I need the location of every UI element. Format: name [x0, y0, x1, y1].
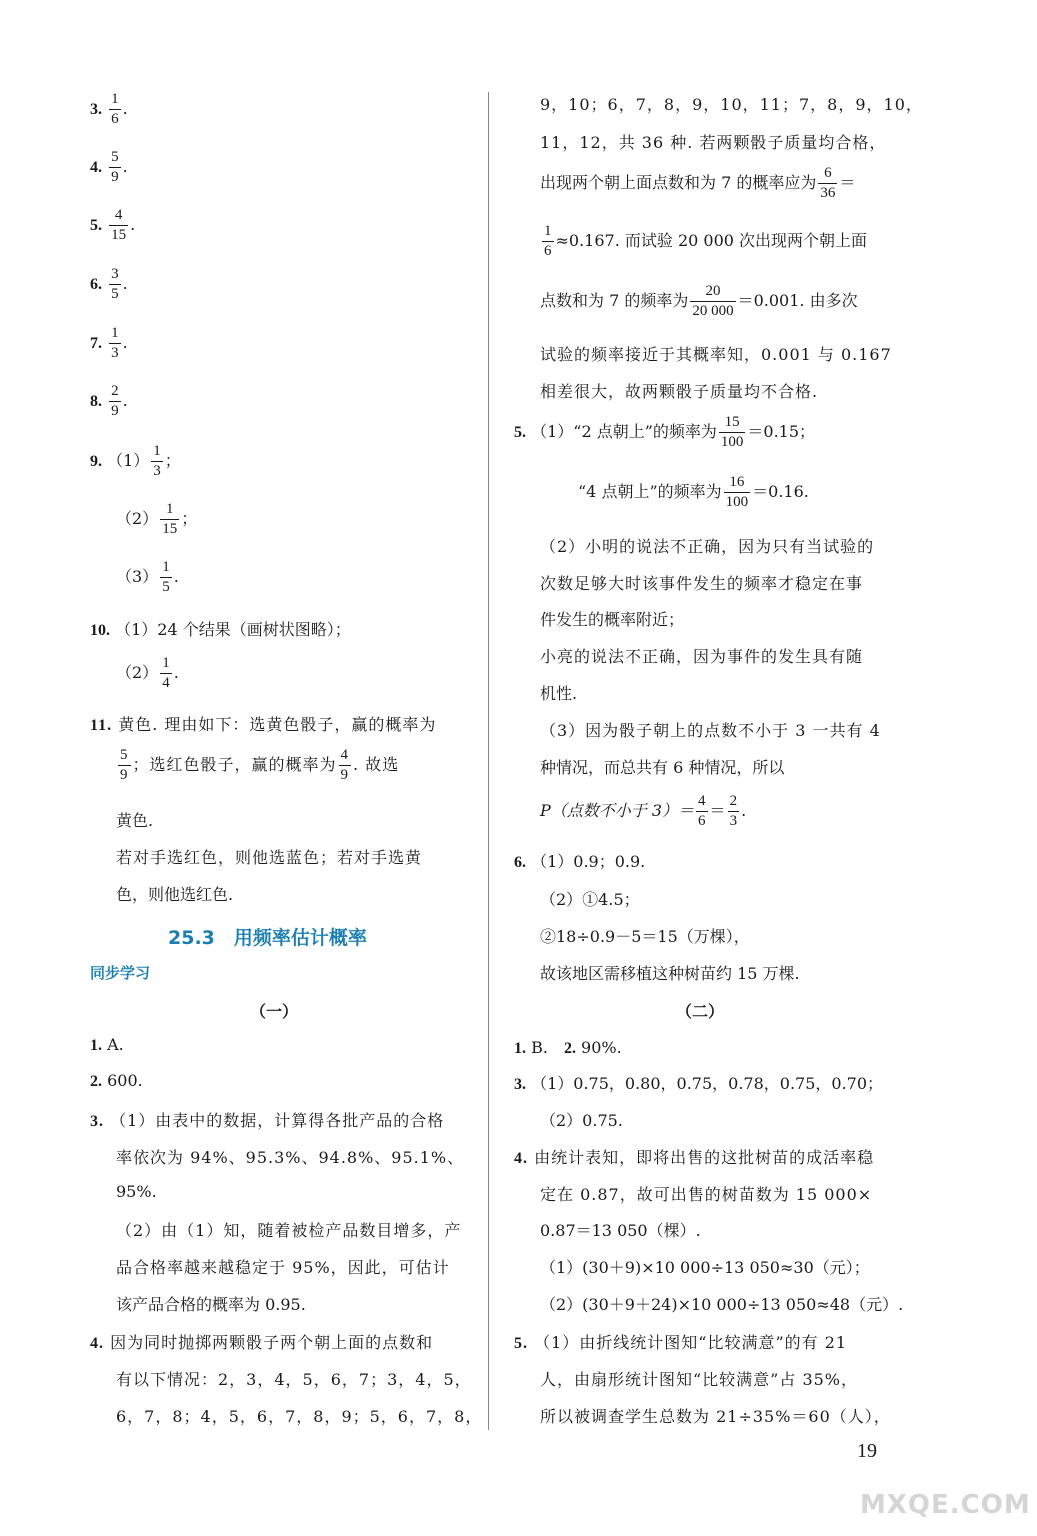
answer-11-line4: 若对手选红色，则他选蓝色；若对手选黄 [116, 848, 423, 867]
r-line-21: 故该地区需移植这种树苗约 15 万棵. [540, 964, 800, 983]
r-line-19: （2）①4.5； [540, 890, 640, 909]
r-line-13: 小亮的说法不正确，因为事件的发生具有随 [540, 647, 864, 666]
r-answer-5-line2: “4 点朝上”的频率为 $\frac{16}{100}$ ＝0.16. [578, 474, 809, 510]
r-line-28: （1）(30＋9)×10 000÷13 050≈30（元）； [540, 1258, 870, 1277]
answer-11-line1: 11. 黄色. 理由如下：选黄色骰子，赢的概率为 [90, 715, 437, 734]
s-answer-2: 2. 600. [90, 1071, 143, 1090]
answer-9-2: （2） $\frac{1}{15}$ ； [116, 501, 198, 537]
r-line-17: P（点数不小于 3）＝ $\frac{4}{6}$ ＝ $\frac{2}{3}$ . [540, 793, 747, 829]
page-number: 19 [857, 1440, 877, 1462]
s-answer-3-line6: 该产品合格的概率为 0.95. [116, 1295, 306, 1314]
r-line-7: 相差很大，故两颗骰子质量均不合格. [540, 382, 819, 401]
answer-9-3: （3） $\frac{1}{5}$ . [116, 559, 179, 595]
r-line-10: （2）小明的说法不正确，因为只有当试验的 [540, 537, 875, 556]
r-answer-4-line1: 4. 由统计表知，即将出售的这批树苗的成活率稳 [514, 1148, 875, 1167]
fraction: $\frac{4}{6}$ [698, 793, 706, 829]
s-answer-1: 1. A. [90, 1035, 124, 1054]
answer-5: 5. $\frac{4}{15}$ . [90, 207, 136, 243]
fraction: $\frac{1}{6}$ [111, 91, 119, 127]
s-answer-4-line3: 6，7，8；4，5，6，7，8，9；5，6，7，8， [116, 1407, 483, 1426]
fraction: $\frac{6}{36}$ [820, 165, 836, 201]
answer-8: 8. $\frac{2}{9}$ . [90, 383, 128, 419]
r-line-26: 定在 0.87，故可出售的树苗数为 15 000× [540, 1185, 873, 1204]
r-answer-1-2: 1. B. 2. 90%. [514, 1038, 622, 1057]
answer-3: 3. $\frac{1}{6}$ . [90, 91, 128, 127]
fraction: $\frac{1}{3}$ [153, 443, 161, 479]
r-answer-3-line1: 3. （1）0.75，0.80，0.75，0.78，0.75，0.70； [514, 1074, 884, 1093]
fraction: $\frac{1}{15}$ [162, 501, 178, 537]
answer-6: 6. $\frac{3}{5}$ . [90, 266, 128, 302]
r-line-32: 所以被调查学生总数为 21÷35%＝60（人）， [540, 1407, 891, 1426]
fraction: $\frac{20}{20 000}$ [692, 283, 734, 319]
fraction: $\frac{4}{15}$ [111, 207, 127, 243]
fraction: $\frac{5}{9}$ [120, 747, 129, 783]
fraction: $\frac{1}{4}$ [162, 655, 170, 691]
r-line-1: 9，10；6，7，8，9，10，11；7，8，9，10， [540, 95, 923, 114]
s-answer-4-line2: 有以下情况：2，3，4，5，6，7；3，4，5， [116, 1370, 472, 1389]
answer-10-2: （2） $\frac{1}{4}$ . [116, 655, 179, 691]
fraction: $\frac{1}{5}$ [162, 559, 170, 595]
fraction: $\frac{2}{3}$ [729, 793, 738, 829]
r-line-24: （2）0.75. [540, 1111, 623, 1130]
r-line-15: （3）因为骰子朝上的点数不小于 3 一共有 4 [540, 721, 881, 740]
fraction: $\frac{3}{5}$ [111, 266, 119, 302]
section-title: 25.3 用频率估计概率 [168, 927, 367, 949]
watermark: MXQE.COM [860, 1490, 1031, 1520]
fraction: $\frac{4}{9}$ [340, 747, 350, 783]
part-two-heading: （二） [676, 1002, 725, 1021]
r-line-11: 次数足够大时该事件发生的频率才稳定在事 [540, 574, 864, 593]
part-one-heading: （一） [250, 1002, 299, 1021]
answer-9-1: 9. （1） $\frac{1}{3}$ ； [90, 443, 181, 479]
r-line-6: 试验的频率接近于其概率知，0.001 与 0.167 [540, 345, 892, 364]
r-answer-5-line1: 5. （1）“2 点朝上”的频率为 $\frac{15}{100}$ ＝0.15； [514, 414, 816, 450]
r-answer-5b-line1: 5. （1）由折线统计图知“比较满意”的有 21 [514, 1333, 848, 1352]
r-line-20: ②18÷0.9－5＝15（万棵）， [540, 927, 750, 946]
s-answer-3-line3: 95%. [116, 1182, 157, 1201]
fraction: $\frac{2}{9}$ [111, 383, 119, 419]
fraction: $\frac{5}{9}$ [111, 149, 119, 185]
r-line-27: 0.87＝13 050（棵）. [540, 1221, 701, 1240]
r-line-2: 11，12，共 36 种. 若两颗骰子质量均合格， [540, 133, 887, 152]
fraction: $\frac{15}{100}$ [720, 414, 744, 450]
answer-4: 4. $\frac{5}{9}$ . [90, 149, 128, 185]
r-line-31: 人，由扇形统计图知“比较满意”占 35%， [540, 1370, 859, 1389]
answer-7: 7. $\frac{1}{3}$ . [90, 325, 128, 361]
s-answer-3-line2: 率依次为 94%、95.3%、94.8%、95.1%、 [116, 1148, 465, 1167]
r-line-5: 点数和为 7 的频率为 $\frac{20}{20 000}$ ＝0.001. 由多次 [540, 283, 858, 319]
answer-11-line5: 色，则他选红色. [116, 885, 234, 904]
column-divider [488, 92, 489, 1430]
r-line-29: （2）(30＋9＋24)×10 000÷13 050≈48（元）. [540, 1295, 904, 1314]
r-line-4: $\frac{1}{6}$ ≈0.167. 而试验 20 000 次出现两个朝上面 [544, 223, 868, 259]
r-line-14: 机性. [540, 684, 578, 703]
fraction: $\frac{1}{3}$ [111, 325, 119, 361]
s-answer-4-line1: 4. 因为同时抛掷两颗骰子两个朝上面的点数和 [90, 1333, 434, 1352]
r-line-12: 件发生的概率附近； [540, 610, 685, 629]
answer-10-1: 10. （1）24 个结果（画树状图略）； [90, 620, 351, 639]
r-line-3: 出现两个朝上面点数和为 7 的概率应为 $\frac{6}{36}$ ＝ [540, 165, 856, 201]
s-answer-3-line1: 3. （1）由表中的数据，计算得各批产品的合格 [90, 1111, 445, 1130]
r-line-16: 种情况，而总共有 6 种情况，所以 [540, 758, 785, 777]
r-answer-6-line1: 6. （1）0.9；0.9. [514, 852, 646, 871]
s-answer-3-line5: 品合格率越来越稳定于 95%，因此，可估计 [116, 1258, 450, 1277]
answer-11-line3: 黄色. [116, 811, 154, 830]
fraction: $\frac{16}{100}$ [725, 474, 749, 510]
fraction: $\frac{1}{6}$ [544, 223, 552, 259]
answer-11-line2: $\frac{5}{9}$ ；选红色骰子，赢的概率为 $\frac{4}{9}$ . 故选 [120, 747, 400, 783]
s-answer-3-line4: （2）由（1）知，随着被检产品数目增多，产 [116, 1221, 462, 1240]
subsection-title: 同步学习 [90, 964, 151, 982]
